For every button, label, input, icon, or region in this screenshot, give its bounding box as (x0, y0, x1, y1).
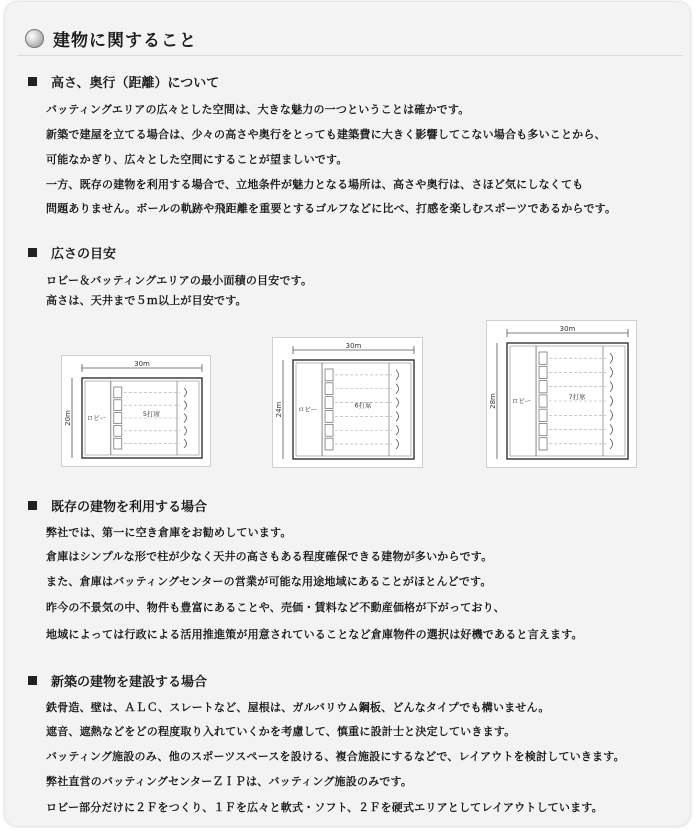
section-text-line: バッティング施設のみ、他のスポーツスペースを設ける、複合施設にするなどで、レイアウトを検討していきます。 (46, 750, 625, 763)
batting-booth (114, 413, 122, 424)
square-bullet-icon (28, 248, 37, 257)
depth-label: 24m (275, 401, 283, 418)
section-text-line: 新築で建屋を立てる場合は、少々の高さや奥行をとっても建築費に大きく影響してこない場合も多いことから、 (46, 128, 606, 141)
floor-plan-7-booths (486, 320, 637, 468)
pitching-machine (610, 367, 613, 377)
booth-count-label: 7打席 (568, 393, 586, 401)
depth-label: 20m (64, 410, 72, 426)
width-label: 30m (134, 360, 150, 368)
width-label: 30m (345, 342, 362, 350)
pitching-machine (396, 384, 399, 394)
batting-booth (114, 400, 122, 411)
batting-booth (114, 387, 122, 398)
floor-plan-drawing (62, 356, 210, 466)
lobby-label: ロビー (511, 397, 532, 405)
section-text-line: 一方、既存の建物を利用する場合で、立地条件が魅力となる場所は、高さや奥行は、さほど気にしなくても (46, 178, 584, 191)
section-text-line: 高さは、天井まで５ｍ以上が目安です。 (46, 294, 247, 307)
section-text-line: 倉庫はシンプルな形で柱が少なく天井の高さもある程度確保できる建物が多いからです。 (46, 550, 493, 563)
booth-count-label: 5打席 (142, 410, 160, 418)
pitching-machine (610, 382, 613, 392)
square-bullet-icon (28, 676, 37, 685)
batting-booth (325, 397, 333, 409)
batting-booth (325, 383, 333, 395)
batting-booth (539, 395, 547, 407)
pitching-machine (610, 410, 613, 420)
width-label: 30m (559, 325, 576, 333)
batting-booth (325, 369, 333, 381)
bullet-sphere-icon (25, 29, 44, 48)
pitching-machine (610, 439, 613, 449)
section-text-line: ロビー部分だけに２Ｆをつくり、１Ｆを広々と軟式・ソフト、２Ｆを硬式エリアとしてレイアウトしています。 (46, 801, 603, 814)
pitching-machine (396, 412, 399, 422)
pitching-machine (184, 414, 187, 423)
section-text-line: 可能なかぎり、広々とした空間にすることが望ましいです。 (46, 153, 348, 166)
pitching-machine (184, 388, 187, 397)
batting-booth (325, 438, 333, 450)
batting-booth (325, 411, 333, 423)
batting-booth (539, 423, 547, 435)
section-text-line: 地域によっては行政による活用推進策が用意されていることなど倉庫物件の選択は好機であると言えます。 (46, 628, 583, 641)
section-text-line: 問題ありません。ボールの軌跡や飛距離を重要とするゴルフなどに比べ、打感を楽しむスポーツであるからです。 (46, 202, 617, 215)
pitching-machine (396, 370, 399, 380)
section-text-line: 遮音、遮熱などをどの程度取り入れていくかを考慮して、慎重に設計士と決定していきます。 (46, 725, 516, 738)
batting-booth (539, 352, 547, 364)
floor-plan-drawing (487, 321, 636, 467)
pitching-machine (396, 398, 399, 408)
section-text-line: ロビー＆バッティングエリアの最小面積の目安です。 (46, 274, 313, 287)
pitching-machine (396, 425, 399, 435)
pitching-machine (184, 426, 187, 435)
section-text-line: 鉄骨造、壁は、ＡＬＣ、スレートなど、屋根は、ガルバリウム鋼板、どんなタイプでも構いません。 (46, 701, 550, 714)
section-text-line: 昨今の不景気の中、物件も豊富にあることや、売価・賃料など不動産価格が下がっており、 (46, 601, 505, 614)
pitching-machine (610, 424, 613, 434)
lobby-label: ロビー (86, 414, 107, 422)
section-text-line: 弊社直営のバッティングセンターＺＩＰは、バッティング施設のみです。 (46, 775, 413, 788)
pitching-machine (184, 439, 187, 448)
section-text-line: また、倉庫はバッティングセンターの営業が可能な用途地域にあることがほとんどです。 (46, 575, 492, 588)
floor-plan-5-booths (61, 355, 211, 467)
batting-booth (539, 381, 547, 393)
depth-label: 28m (489, 393, 497, 409)
floor-plan-6-booths (272, 337, 423, 468)
pitching-machine (396, 439, 399, 449)
pitching-machine (610, 396, 613, 406)
batting-booth (325, 424, 333, 436)
square-bullet-icon (28, 501, 37, 510)
title-bar (5, 2, 690, 58)
booth-count-label: 6打席 (354, 401, 372, 410)
section-text-line: 弊社では、第一に空き倉庫をお勧めしています。 (46, 526, 292, 539)
batting-booth (539, 366, 547, 378)
section-heading-height-depth: 高さ、奥行（距離）について (28, 72, 219, 91)
batting-booth (114, 438, 122, 449)
section-heading-existing-building: 既存の建物を利用する場合 (28, 496, 207, 515)
batting-booth (114, 425, 122, 436)
page-title: 建物に関すること (53, 31, 197, 51)
pitching-machine (184, 401, 187, 410)
section-heading-area-guide: 広さの目安 (28, 243, 116, 262)
floor-plan-drawing (273, 338, 422, 467)
pitching-machine (610, 353, 613, 363)
batting-booth (539, 409, 547, 421)
lobby-label: ロビー (297, 405, 318, 414)
batting-booth (539, 438, 547, 450)
title-divider (17, 55, 683, 56)
square-bullet-icon (28, 77, 37, 86)
section-text-line: バッティングエリアの広々とした空間は、大きな魅力の一つということは確かです。 (46, 103, 470, 116)
section-heading-new-building: 新築の建物を建設する場合 (28, 671, 207, 690)
